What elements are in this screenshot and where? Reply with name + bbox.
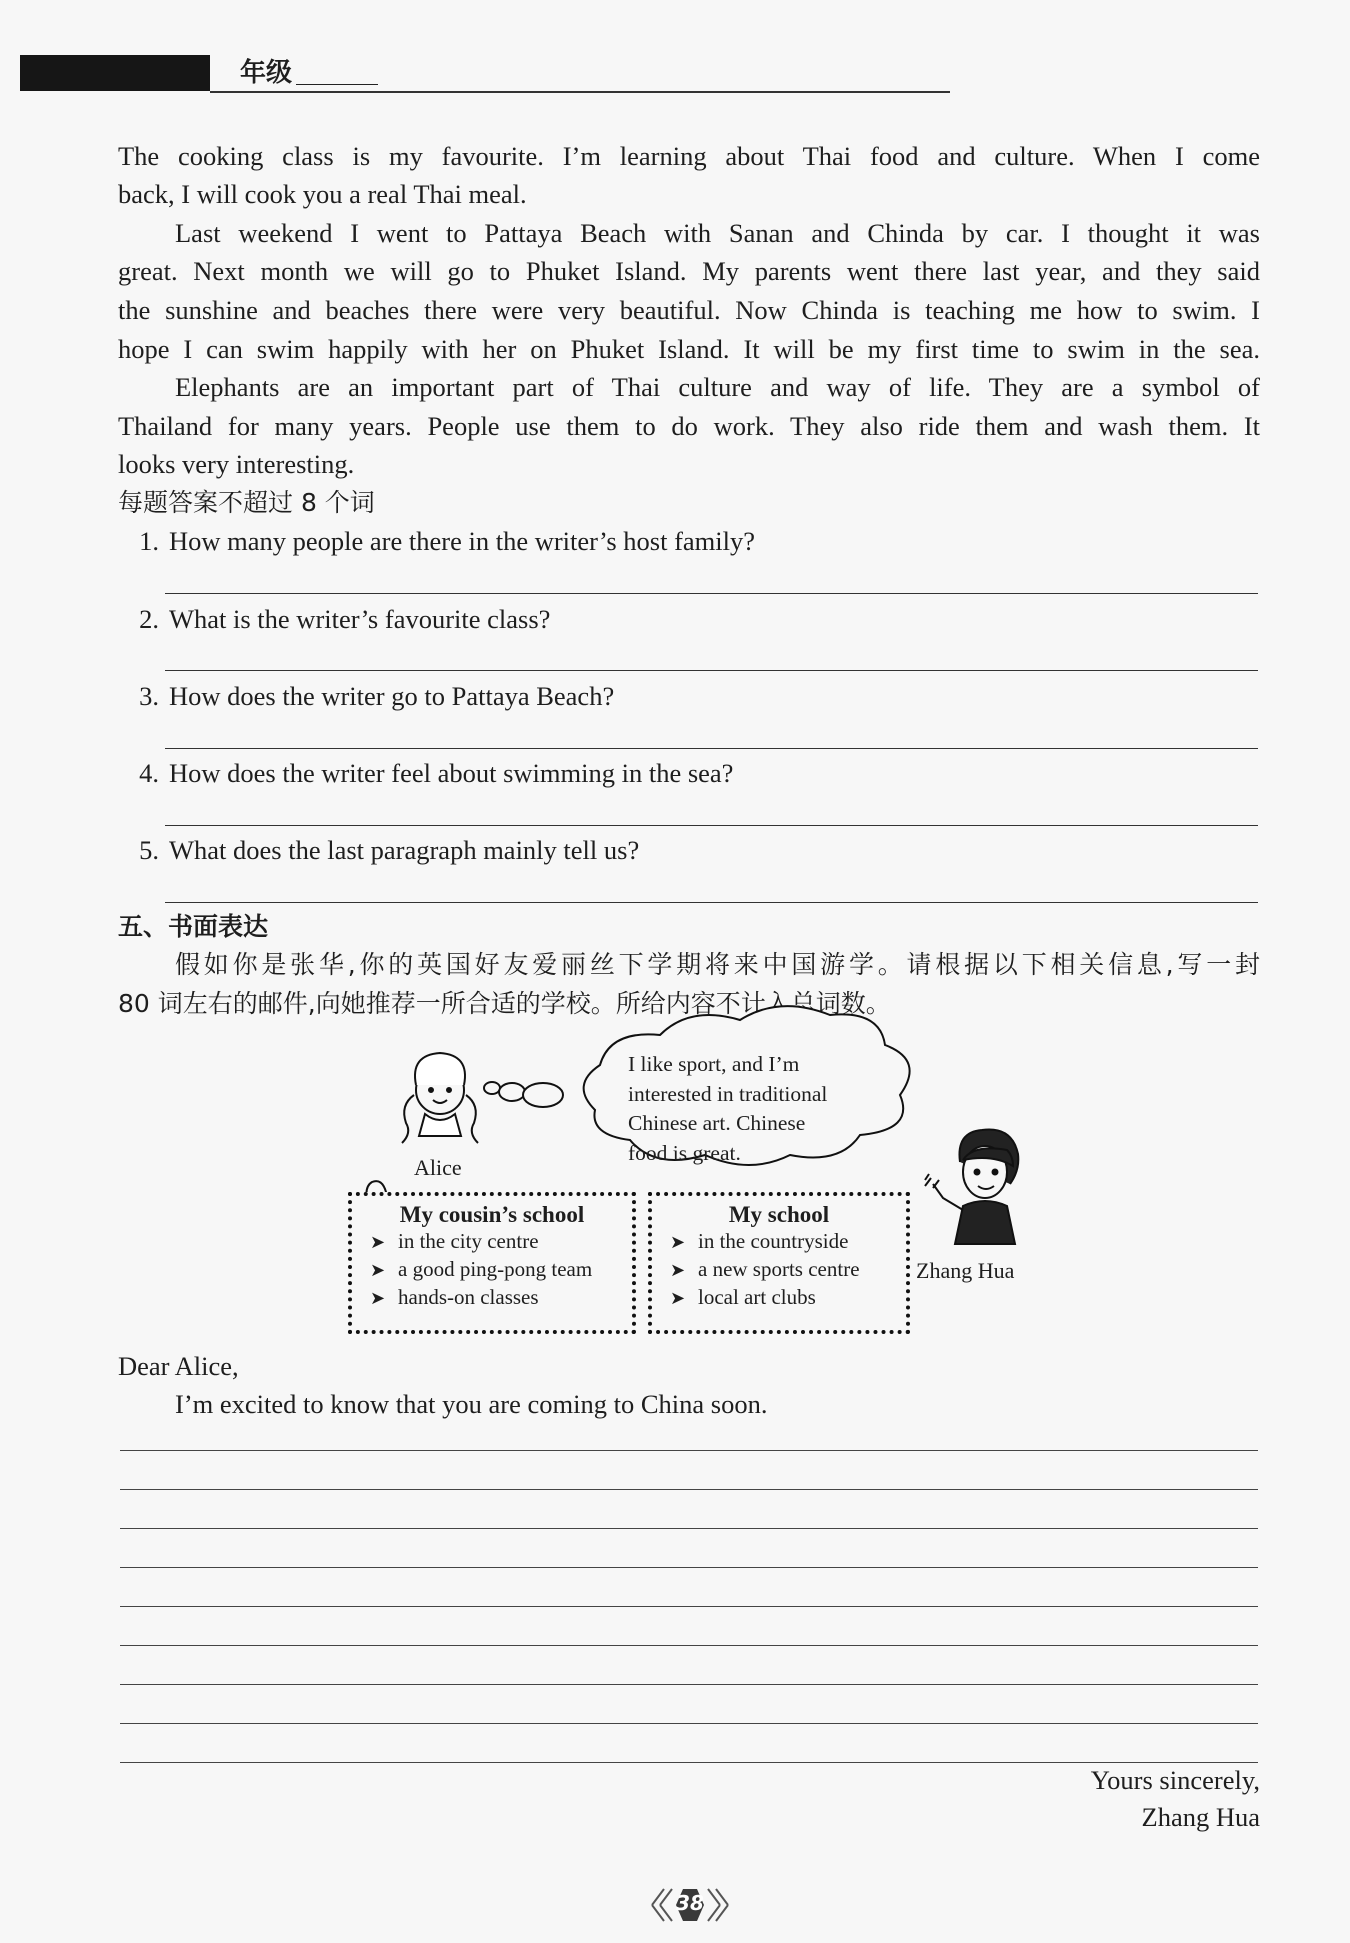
passage-line: Elephants are an important part of Thai culture and way of life. They are a symbol of <box>175 372 1260 402</box>
writing-line[interactable] <box>120 1762 1258 1763</box>
arrow-icon: ➤ <box>670 1288 686 1309</box>
questions-instruction: 每题答案不超过 8 个词 <box>118 488 375 517</box>
writing-line[interactable] <box>120 1567 1258 1568</box>
passage-line: looks very interesting. <box>118 449 355 479</box>
cousin-school-box <box>348 1192 636 1334</box>
cousin-school-title: My cousin’s school <box>399 1202 585 1227</box>
zhang-hua-label: Zhang Hua <box>916 1258 1015 1283</box>
cousin-school-item: ➤ in the city centre <box>352 1228 632 1256</box>
passage-line: The cooking class is my favourite. I’m learning about Thai food and culture. When I come <box>118 141 1260 171</box>
question-number: 4. <box>139 758 159 788</box>
alice-label: Alice <box>414 1155 462 1180</box>
my-school-box <box>648 1192 910 1334</box>
passage-line: hope I can swim happily with her on Phuket Island. It will be my first time to swim in the sea. <box>118 334 1260 364</box>
page-number-badge <box>640 1880 740 1915</box>
bubble-line: I like sport, and I’m <box>628 1052 800 1076</box>
letter-signature: Zhang Hua <box>1141 1802 1260 1832</box>
writing-line[interactable] <box>120 1684 1258 1685</box>
passage-line: back, I will cook you a real Thai meal. <box>118 179 527 209</box>
passage-line: Thailand for many years. People use them to do work. They also ride them and wash them. It <box>118 411 1260 441</box>
writing-prompt-line: 假如你是张华,你的英国好友爱丽丝下学期将来中国游学。请根据以下相关信息,写一封 <box>175 950 1260 979</box>
passage-line: Last weekend I went to Pattaya Beach with Sanan and Chinda by car. I thought it was <box>175 218 1260 248</box>
my-school-item: ➤ local art clubs <box>652 1284 906 1312</box>
letter-greeting: Dear Alice, <box>118 1351 239 1381</box>
grade-label: 年级 <box>240 58 293 88</box>
alice-speech-bubble <box>628 1050 827 1168</box>
writing-line[interactable] <box>120 1645 1258 1646</box>
zhang-hua-figure-icon <box>925 1130 1018 1245</box>
bubble-line: food is great. <box>628 1140 741 1165</box>
cousin-school-item: ➤ hands-on classes <box>352 1284 632 1312</box>
page-number: 38 <box>676 1891 704 1915</box>
writing-line[interactable] <box>120 1489 1258 1490</box>
writing-line[interactable] <box>120 1528 1258 1529</box>
my-school-item: ➤ a new sports centre <box>652 1256 906 1284</box>
question-text: How does the writer feel about swimming in the sea? <box>169 758 734 788</box>
alice-figure-icon <box>402 1053 478 1143</box>
my-school-title: My school <box>728 1202 830 1227</box>
writing-heading: 五、书面表达 <box>118 912 269 941</box>
passage-line: the sunshine and beaches there were very beautiful. Now Chinda is teaching me how to swim. I <box>118 295 1260 325</box>
cousin-school-item: ➤ a good ping-pong team <box>352 1256 632 1284</box>
writing-line[interactable] <box>120 1450 1258 1451</box>
question-number: 1. <box>139 526 159 556</box>
bubble-line: interested in traditional <box>628 1081 828 1106</box>
writing-prompt-line: 80 词左右的邮件,向她推荐一所合适的学校。所给内容不计入总词数。 <box>118 989 891 1018</box>
arrow-icon: ➤ <box>370 1288 386 1309</box>
arrow-icon: ➤ <box>370 1232 386 1253</box>
arrow-icon: ➤ <box>670 1260 686 1281</box>
question-text: How does the writer go to Pattaya Beach? <box>169 681 615 711</box>
passage-line: great. Next month we will go to Phuket Island. My parents went there last year, and they said <box>118 256 1260 286</box>
writing-line[interactable] <box>120 1606 1258 1607</box>
arrow-icon: ➤ <box>670 1232 686 1253</box>
writing-line[interactable] <box>120 1723 1258 1724</box>
question-number: 5. <box>139 835 159 865</box>
my-school-item: ➤ in the countryside <box>652 1228 906 1256</box>
question-text: What is the writer’s favourite class? <box>169 604 551 634</box>
question-number: 3. <box>139 681 159 711</box>
letter-closing: Yours sincerely, <box>1090 1765 1260 1795</box>
bubble-line: Chinese art. Chinese <box>628 1111 806 1135</box>
question-number: 2. <box>139 604 159 634</box>
question-text: What does the last paragraph mainly tell us? <box>169 835 640 865</box>
question-text: How many people are there in the writer’s host family? <box>169 526 756 556</box>
letter-opening: I’m excited to know that you are coming to China soon. <box>175 1389 768 1419</box>
arrow-icon: ➤ <box>370 1260 386 1281</box>
